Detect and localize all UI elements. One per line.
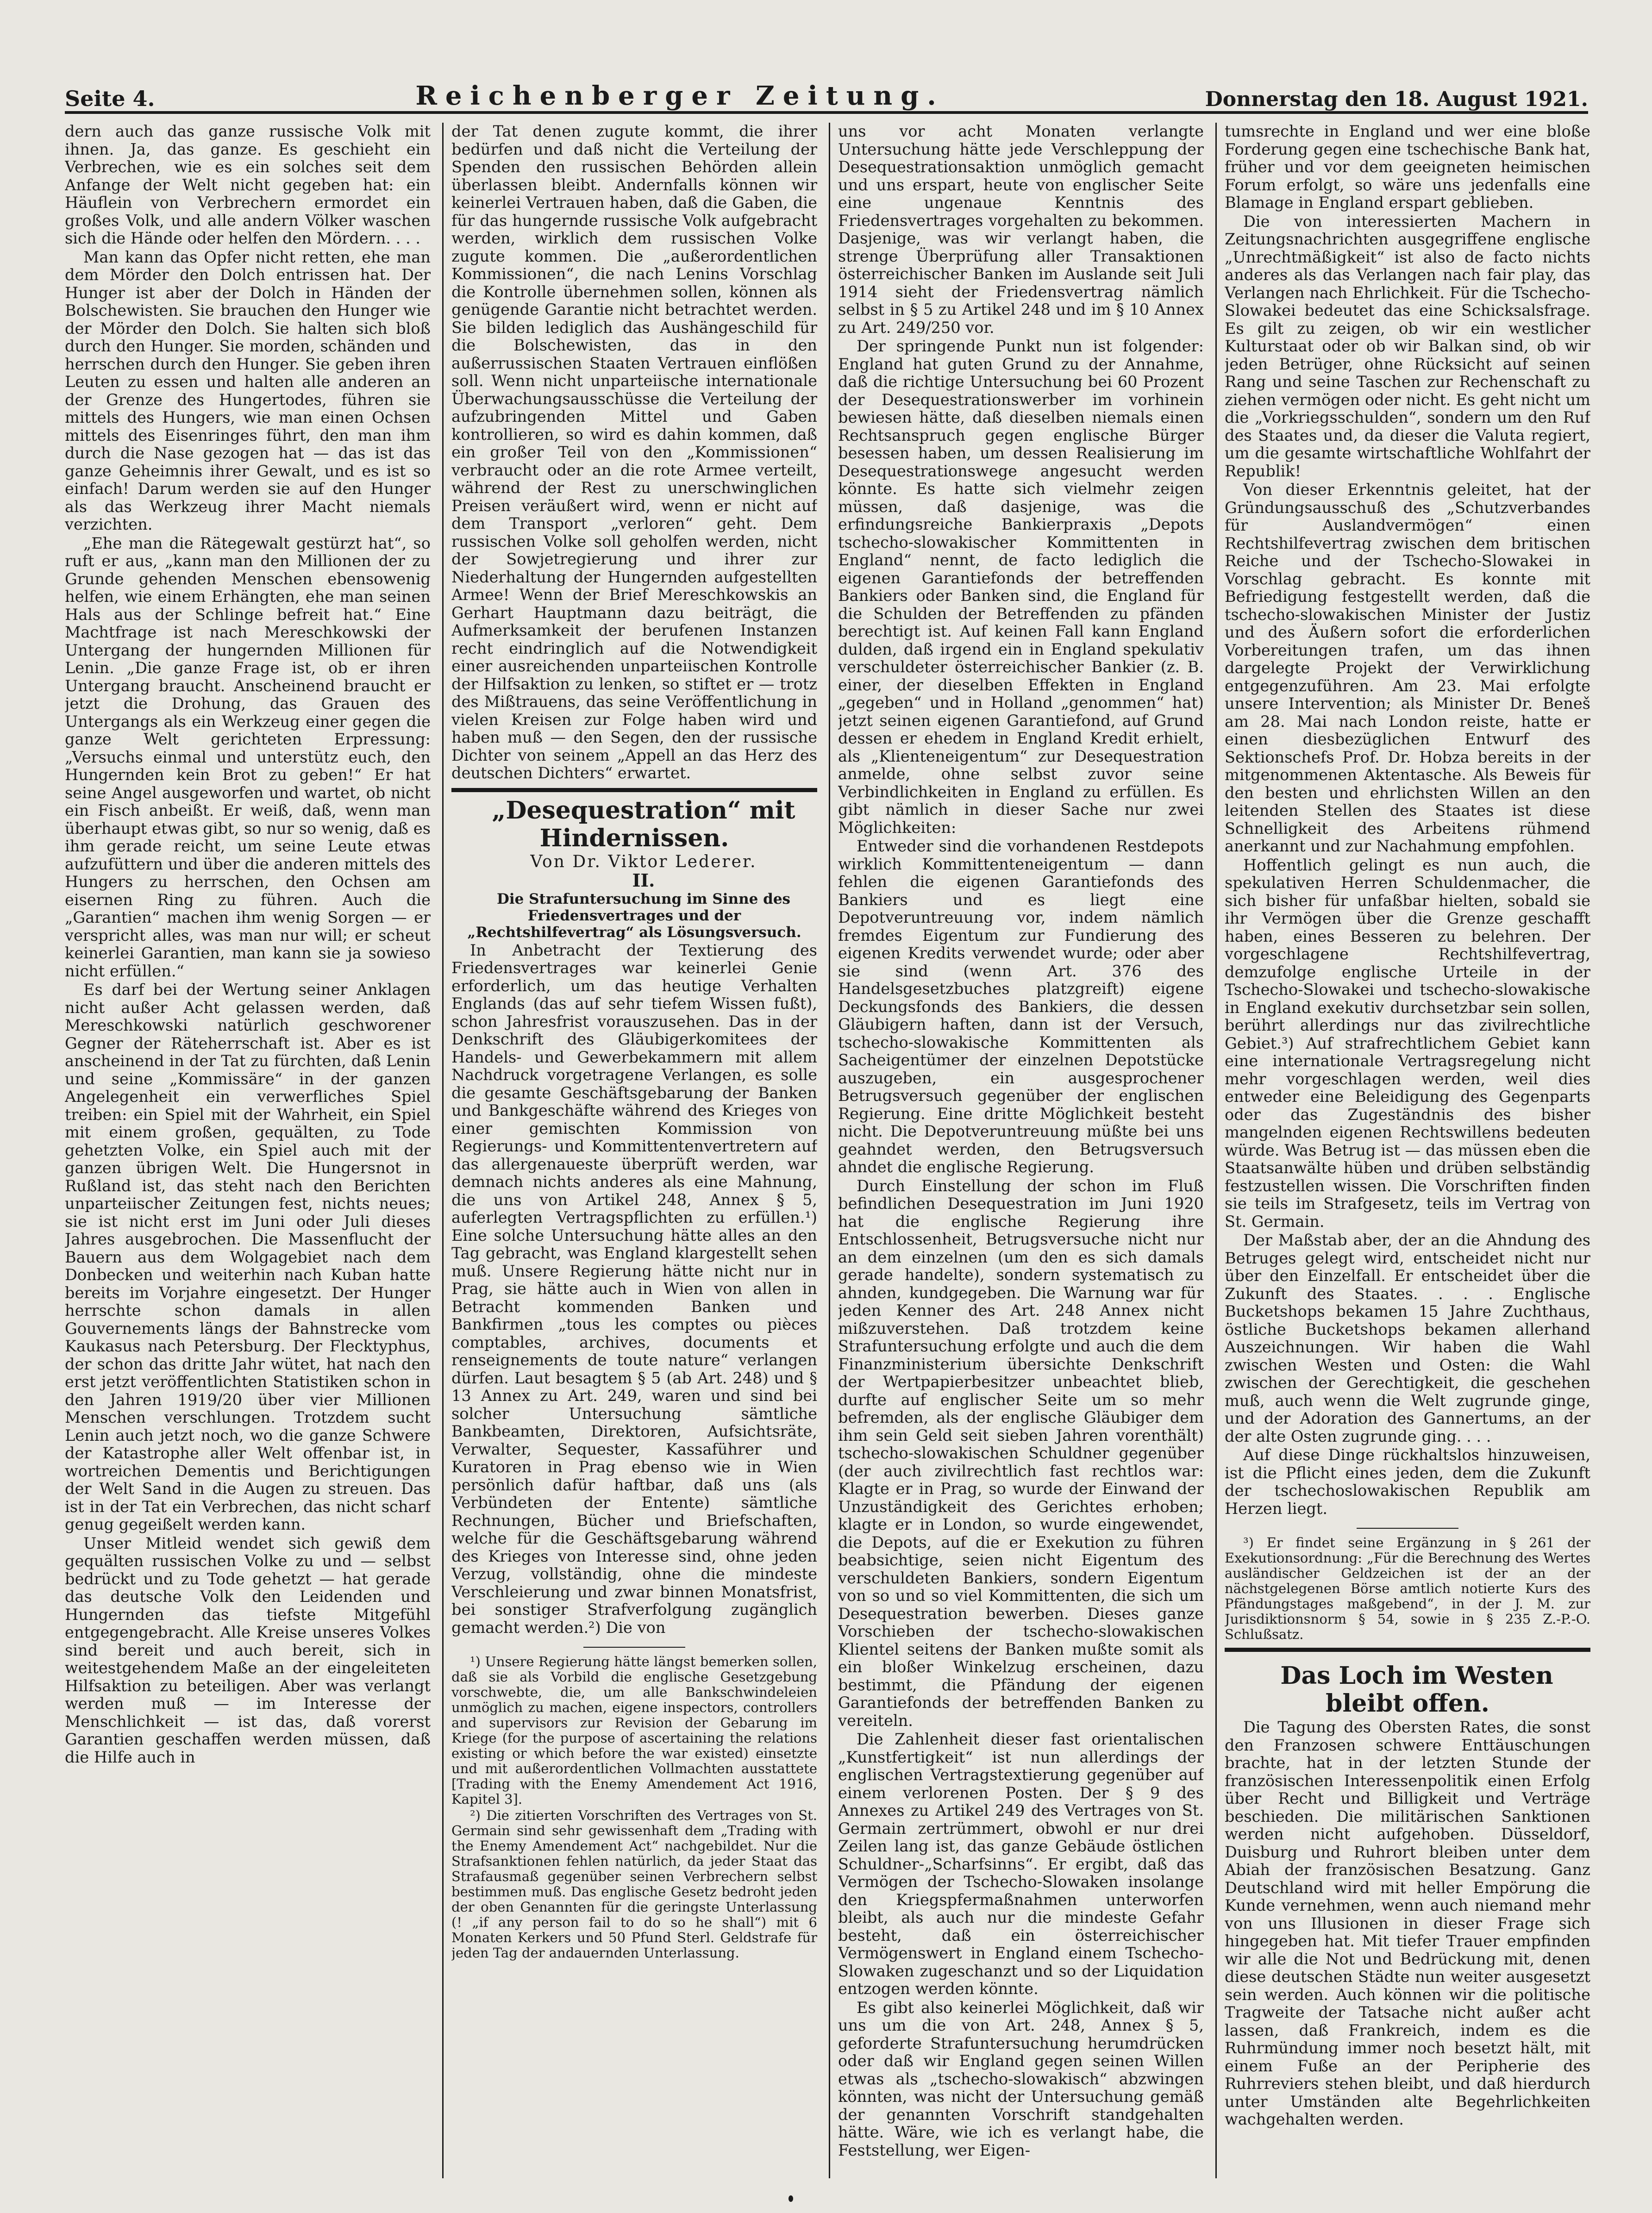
column-rule [442,123,444,2178]
article-divider [1225,1650,1590,1652]
article-divider [451,791,817,792]
paragraph: „Ehe man die Rätegewalt gestürzt hat“, so ruft er aus, „kann man den Millionen der zu Grunde gehenden Menschen ebensowenig helfen, wie einem Erhängten, ehe man seinen Hals aus der Schlinge befreit hat.“ Eine Machtfrage ist nach Mereschkowski der Untergang der hungernden Millionen für Lenin. „Die ganze Frage ist, ob er ihren Untergang braucht. Anscheinend braucht er jetzt die Drohung, das Grauen des Untergangs als ein Werkzeug einer gegen die ganze Welt gerichteten Erpressung: „Versuchs einmal und unterstütz euch, den Hungernden kein Brot zu geben!“ Er hat seine Angel ausgeworfen und wartet, ob nicht ein Fisch anbeißt. Er weiß, daß, wenn man überhaupt etwas gibt, so nur so wenig, daß es ihm gerade reicht, um seine Leute etwas aufzufüttern und über die anderen mittels des Hungers zu herrschen, den Ochsen am eisernen Ring zu führen. Auch die „Garantien“ machen ihm wenig Sorgen — er verspricht alles, was man nur will; er scheut keinerlei Garantien, man kann sie ja sowieso nicht erfüllen.“ [65,534,431,980]
paragraph: Man kann das Opfer nicht retten, ehe man dem Mörder den Dolch entrissen hat. Der Hunger ist aber der Dolch in Händen der Bolschewisten. Sie brauchen den Hunger wie der Mörder den Dolch. Sie halten sich bloß durch den Hunger. Sie morden, schänden und herrschen durch den Hunger. Sie geben ihren Leuten zu essen und halten alle anderen an der Grenze des Hungertodes, führen sie mittels des Hungers, wie man einen Ochsen mittels des Eisenringes führt, den man ihm durch die Nase gezogen hat — das ist das ganze Geheimnis ihrer Gewalt, und es ist so einfach! Darum werden sie auf den Hunger als das Werkzeug ihrer Macht niemals verzichten. [65,248,431,533]
article-part-number: II. [632,870,655,891]
paragraph: Der springende Punkt nun ist folgender: England hat guten Grund zu der Annahme, daß die richtige Untersuchung bei 60 Prozent der Desequestrationswerber im vorhinein bewiesen hätte, daß dieselben niemals einen Rechtsanspruch gegen englische Bürger besessen haben, um dessen Realisierung im Desequestrationswege angesucht werden könnte. Es hatte sich vielmehr zeigen müssen, daß dasjenige, was die erfindungsreiche Bankierpraxis „Depots tschecho-slowakischer Kommittenten in England“ nennt, de facto lediglich die eigenen Garantiefonds der betreffenden Bankiers oder Banken sind, die England für die Schulden der Betreffenden zu pfänden berechtigt ist. Auf keinen Fall kann England dulden, daß irgend ein in England spekulativ verschuldeter österreichischer Bankier (z. B. einer, der dieselben Effekten in England „gegeben“ und in Holland „genommen“ hat) jetzt seinen eigenen Garantiefond, auf Grund dessen er ehedem in England Kredit erhielt, als „Klienteneigentum“ zur Desequestration anmelde, ohne selbst zuvor seine Verbindlichkeiten in England zu erfüllen. Es gibt nämlich in dieser Sache nur zwei Möglichkeiten: [838,337,1204,837]
footnote: ³) Er findet seine Ergänzung in § 261 der Exekutionsordnung: „Für die Berechnung des Wertes ausländischer Geldzeichen ist der an der nächstgelegenen Börse amtlich notierte Kurs des Pfändungstages maßgebend“, in der J. M. zur Jurisdiktionsnorm § 54, sowie in § 235 Z.-P.-O. Schlußsatz. [1225,1535,1590,1642]
paragraph: Auf diese Dinge rückhaltslos hinzuweisen, ist die Pflicht eines jeden, dem die Zukunft der tschechoslowakischen Republik am Herzen liegt. [1225,1446,1590,1518]
masthead [65,69,1588,114]
paragraph: Der Maßstab aber, der an die Ahndung des Betruges gelegt wird, entscheidet nicht nur über den Einzelfall. Er entscheidet über die Zukunft des Staates. . . . Englische Bucketshops bekamen 15 Jahre Zuchthaus, östliche Bucketshops bekamen allerhand Auszeichnungen. Wir haben die Wahl zwischen Westen und Osten: die Wahl zwischen der Gerechtigkeit, die geschehen muß, auch wenn die Welt zugrunde ginge, und der Adoration des Gannertums, an der der alte Osten zugrunde ging. . . . [1225,1231,1590,1445]
page-number: Seite 4. [65,86,155,111]
paragraph: dern auch das ganze russische Volk mit ihnen. Ja, das ganze. Es geschieht ein Verbrechen, wie es ein solches seit dem Anfange der Welt nicht gegeben hat: ein Häuflein von Verbrechern ermordet ein großes Volk, und alle andern Völker waschen sich die Hände oder helfen den Mördern. . . . [65,123,431,247]
column-2 [451,123,817,2178]
column-3 [838,123,1204,2178]
article-author: Von Dr. Viktor Lederer. [530,852,757,871]
issue-date: Donnerstag den 18. August 1921. [1205,88,1588,111]
paragraph: Es darf bei der Wertung seiner Anklagen nicht außer Acht gelassen werden, daß Mereschkowski natürlich geschworener Gegner der Räteherrschaft ist. Aber es ist anscheinend in der Tat zu fürchten, daß Lenin und seine „Kommissäre“ in der ganzen Angelegenheit ein verwerfliches Spiel treiben: ein Spiel mit der Wahrheit, ein Spiel mit einem großen, gequälten, zu Tode gehetzten Volke, ein Spiel auch mit der ganzen übrigen Welt. Die Hungersnot in Rußland ist, das steht nach den Berichten unparteiischer Zeitungen fest, nichts neues; sie ist nicht erst im Juni oder Juli dieses Jahres ausgebrochen. Die Massenflucht der Bauern aus dem Wolgagebiet nach dem Donbecken und weiterhin nach Kuban hatte bereits im Vorjahre eingesetzt. Der Hunger herrschte schon damals in allen Gouvernements längs der Bahnstrecke vom Kaukasus nach Petersburg. Der Flecktyphus, der schon das dritte Jahr wütet, hat nach den erst jetzt veröffentlichten Statistiken schon in den Jahren 1919/20 über vier Millionen Menschen verschlungen. Trotzdem sucht Lenin auch jetzt noch, wo die ganze Schwere der Katastrophe aller Welt offenbar ist, in wortreichen Dementis und Berichtigungen der Welt Sand in die Augen zu streuen. Das ist in der Tat ein Verbrechen, das nicht scharf genug gegeißelt werden kann. [65,981,431,1533]
ink-dot [788,2195,793,2202]
column-rule [829,123,830,2178]
article-subheading: Die Strafuntersuchung im Sinne des Friedensvertrages und der „Rechtshilfevertrag“ als Lösungsversuch. [467,890,801,941]
footnote-rule [1357,1528,1458,1529]
paragraph: Die von interessierten Machern in Zeitungsnachrichten ausgegriffene englische „Unrechtmäßigkeit“ ist also de facto nichts anderes als das Verlangen nach fair play, das Verlangen nach Ehrlichkeit. Für die Tschecho-Slowakei bedeutet das eine Schicksalsfrage. Es gilt zu zeigen, ob wir ein westlicher Kulturstaat oder ob wir Balkan sind, ob wir jeden Betrüger, ohne Rücksicht auf seinen Rang und seine Taschen zur Rechenschaft zu ziehen vermögen oder nicht. Es geht nicht um die „Vorkriegsschulden“, sondern um den Ruf des Staates und, da dieser die Valuta regiert, um die gesamte wirtschaftliche Wohlfahrt der Republik! [1225,212,1590,480]
paragraph: Unser Mitleid wendet sich gewiß dem gequälten russischen Volke zu und — selbst bedrückt und zu Tode gehetzt — hat gerade das deutsche Volk den Leidenden und Hungernden das tiefste Mitgefühl entgegengebracht. Alle Kreise unseres Volkes sind bereit und auch bereit, sich in weitestgehendem Maße an der eingeleiteten Hilfsaktion zu beteiligen. Aber was verlangt werden muß — im Interesse der Menschlichkeit — ist das, daß vorerst Garantien geschaffen werden müssen, daß die Hilfe auch in [65,1534,431,1766]
paragraph: Entweder sind die vorhandenen Restdepots wirklich Kommittenteneigentum — dann fehlen die eigenen Garantiefonds des Bankiers und es liegt eine Depotveruntreuung vor, indem nämlich fremdes Eigentum zur Fundierung des eigenen Kredits verwendet wurde; oder aber sie sind (wenn Art. 376 des Handelsgesetzbuches platzgreift) eigene Deckungsfonds des Bankiers, die dessen Gläubigern haften, dann ist der Versuch, tschecho-slowakische Kommittenten als Sacheigentümer der einzelnen Depotstücke auszugeben, ein ausgesprochener Betrugsversuch gegenüber der englischen Regierung. Eine dritte Möglichkeit besteht nicht. Die Depotveruntreuung müßte bei uns geahndet werden, den Betrugsversuch ahndet die englische Regierung. [838,837,1204,1176]
paragraph: Die Tagung des Obersten Rates, die sonst den Franzosen schwere Enttäuschungen brachte, hat in der letzten Stunde der französischen Interessenpolitik einen Erfolg über Recht und Billigkeit und Verträge beschieden. Die militärischen Sanktionen werden nicht aufgehoben. Düsseldorf, Duisburg und Ruhrort bleiben unter dem Abiah der französischen Besatzung. Ganz Deutschland wird mit heller Empörung die Kunde vernehmen, wenn auch niemand mehr von uns Illusionen in dieser Frage sich hingegeben hat. Mit tiefer Trauer empfinden wir alle die Not und Bedrückung mit, denen diese deutschen Städte nun weiter ausgesetzt sein werden. Auch können wir die politische Tragweite der Tatsache nicht außer acht lassen, daß Frankreich, indem es die Ruhrmündung immer noch besetzt hält, mit einem Fuße an der Peripherie des Ruhrreviers stehen bleibt, und daß hierdurch unter Umständen alte Begehrlichkeiten wachgehalten werden. [1225,1718,1590,2128]
paragraph: der Tat denen zugute kommt, die ihrer bedürfen und daß nicht die Verteilung der Spenden den russischen Behörden allein überlassen bleibt. Andernfalls können wir keinerlei Vertrauen haben, daß die Gaben, die für das hungernde russische Volk aufgebracht werden, wirklich dem russischen Volke zugute kommen. Die „außerordentlichen Kommissionen“, die nach Lenins Vorschlag die Kontrolle übernehmen sollen, können als genügende Garantie nicht betrachtet werden. Sie bilden lediglich das Aushängeschild für die Bolschewisten, das in den außerrussischen Staaten Vertrauen einflößen soll. Wenn nicht unparteiische internationale Überwachungsausschüsse die Verteilung der aufzubringenden Mittel und Gaben kontrollieren, so wird es dahin kommen, daß ein großer Teil von den „Kommissionen“ verbraucht oder an die rote Armee verteilt, während der Rest zu unerschwinglichen Preisen veräußert wird, wenn er nicht auf dem Transport „verloren“ geht. Dem russischen Volke soll geholfen werden, nicht der Sowjetregierung und ihrer zur Niederhaltung der Hungernden aufgestellten Armee! Wenn der Brief Mereschkowskis an Gerhart Hauptmann dazu beiträgt, die Aufmerksamkeit der berufenen Instanzen recht eindringlich auf die Notwendigkeit einer ausreichenden unparteiischen Kontrolle der Hilfsaktion zu lenken, so stiftet er — trotz des Mißtrauens, das seine Veröffentlichung in vielen Kreisen zur Folge haben wird und haben muß — den Segen, den der russische Dichter von seinem „Appell an das Herz des deutschen Dichters“ erwartet. [451,123,817,782]
paragraph: Hoffentlich gelingt es nun auch, die spekulativen Herren Schuldenmacher, die sich bisher für unfaßbar hielten, sobald sie ihr Vermögen über die Grenze geschafft haben, eines Besseren zu belehren. Der vorgeschlagene Rechtshilfevertrag, demzufolge englische Urteile in der Tschecho-Slowakei und tschecho-slowakische in England exekutiv durchsetzbar sein sollen, berührt allerdings nur das zivilrechtliche Gebiet.³) Auf strafrechtlichem Gebiet kann eine internationale Vertragsregelung nicht mehr vorgeschlagen werden, weil dies entweder eine Beleidigung des Gegenparts oder das Zugeständnis des bisher mangelnden eigenen Rechtswillens bedeuten würde. Was Betrug ist — das müssen eben die Staatsanwälte hüben und drüben selbständig festzustellen wissen. Die Vorschriften finden sie teils im Strafgesetz, teils im Vertrag von St. Germain. [1225,856,1590,1231]
column-1 [65,123,431,2178]
paragraph: Es gibt also keinerlei Möglichkeit, daß wir uns um die von Art. 248, Annex § 5, geforderte Strafuntersuchung herumdrücken oder daß wir England gegen seinen Willen etwas als „tschecho-slowakisch“ abzwingen könnten, was nicht der Untersuchung gemäß der genannten Vorschrift standgehalten hätte. Wäre, wie ich es verlangt habe, die Feststellung, wer Eigen- [838,1998,1204,2159]
footnote: ¹) Unsere Regierung hätte längst bemerken sollen, daß sie als Vorbild die englische Gesetzgebung vorschwebte, die, um alle Bankschwindeleien unmöglich zu machen, eigene inspectors, controllers and supervisors zur Revision der Gebarung im Kriege (for the purpose of ascertaining the relations existing or which before the war existed) einsetzte und mit außerordentlichen Vollmachten ausstattete [Trading with the Enemy Amendement Act 1916, Kapitel 3]. [451,1654,817,1807]
newspaper-title: Reichenberger Zeitung. [415,81,945,111]
article-headline: „Desequestration“ mit Hindernissen. [492,796,795,852]
paragraph: tumsrechte in England und wer eine bloße Forderung gegen eine tschechische Bank hat, früher und vor dem geeigneten heimischen Forum erfolgt, so wäre uns jedenfalls eine Blamage in England erspart geblieben. [1225,123,1590,212]
paragraph: In Anbetracht der Textierung des Friedensvertrages war keinerlei Genie erforderlich, um das heutige Verhalten Englands (das auf sehr tiefem Wissen fußt), schon Jahresfrist vorauszusehen. Das in der Denkschrift des Gläubigerkomitees der Handels- und Gewerbekammern mit allem Nachdruck vorgetragene Verlangen, es solle die gesamte Geschäftsgebarung der Banken und Bankgeschäfte während des Krieges von einer gemischten Kommission von Regierungs- und Kommittentenvertretern auf das allergenaueste überprüft werden, war demnach nichts anderes als eine Mahnung, die uns von Artikel 248, Annex § 5, auferlegten Vertragspflichten zu erfüllen.¹) Eine solche Untersuchung hätte alles an den Tag gebracht, was England klargestellt sehen muß. Unsere Regierung hätte nicht nur in Prag, sie hätte auch in Wien von allen in Betracht kommenden Banken und Bankfirmen „tous les comptes ou pièces comptables, archives, documents et renseignements de toute nature“ verlangen dürfen. Laut besagtem § 5 (ab Art. 248) und § 13 Annex zu Art. 249, waren und sind bei solcher Untersuchung sämtliche Bankbeamten, Direktoren, Aufsichtsräte, Verwalter, Sequester, Kassaführer und Kuratoren in Prag ebenso wie in Wien persönlich dafür haftbar, daß uns (als Verbündeten der Entente) sämtliche Rechnungen, Bücher und Briefschaften, welche für die Geschäftsgebarung während des Krieges von Interesse sind, ohne jeden Verzug, vollständig, ohne die mindeste Verschleierung und zwar binnen Monatsfrist, bei sonstiger Strafverfolgung zugänglich gemacht werden.²) Die von [451,941,817,1637]
paragraph: Die Zahlenheit dieser fast orientalischen „Kunstfertigkeit“ ist nun allerdings der englischen Vertragstextierung gegenüber auf einem verlorenen Posten. Der § 9 des Annexes zu Artikel 249 des Vertrages von St. Germain zertrümmert, obwohl er nur drei Zeilen lang ist, das ganze Gebäude östlichen Schuldner-„Scharfsinns“. Er ergibt, daß das Vermögen der Tschecho-Slowaken insolange den Kriegspfermaßnahmen unterworfen bleibt, als auch nur die mindeste Gefahr besteht, daß ein österreichischer Vermögenswert in England einem Tschecho-Slowaken zugeschanzt und so der Liquidation entzogen werden könnte. [838,1730,1204,1998]
column-4 [1225,123,1590,2178]
article-headline: Das Loch im Westen bleibt offen. [1280,1662,1553,1718]
paragraph: Durch Einstellung der schon im Fluß befindlichen Desequestration im Juni 1920 hat die englische Regierung ihre Entschlossenheit, Betrugsversuche nicht nur an dem einzelnen (um den es sich damals gerade handelte), sondern systematisch zu ahnden, kundgegeben. Die Warnung war für jeden Kenner des Art. 248 Annex nicht mißzuverstehen. Daß trotzdem keine Strafuntersuchung erfolgte und auch die dem Finanzministerium übersichte Denkschrift der Wertpapierbesitzer unbeachtet blieb, durfte auf englischer Seite um so mehr befremden, als der englische Gläubiger dem ihm sein Geld seit sieben Jahren vorenthält) tschecho-slowakischen Schuldner gegenüber (der auch zivilrechtlich fast rechtlos war: Klagte er in Prag, so wurde der Einwand der Unzuständigkeit des Gerichtes erhoben; klagte er in London, so wurde eingewendet, die Depots, auf die er Exekution zu führen beabsichtige, seien nicht Eigentum des verschuldeten Bankiers, sondern Eigentum von so und so viel Kommittenten, die sich um Desequestration bewerben. Dieses ganze Vorschieben der tschecho-slowakischen Klientel seitens der Banken mußte somit als ein bloßer Winkelzug erscheinen, dazu bestimmt, die Pfändung der eigenen Garantiefonds der betreffenden Banken zu vereiteln. [838,1176,1204,1730]
paragraph: Von dieser Erkenntnis geleitet, hat der Gründungsausschuß des „Schutzverbandes für Auslandvermögen“ einen Rechtshilfevertrag zwischen dem britischen Reiche und der Tschecho-Slowakei in Vorschlag gebracht. Es konnte mit Befriedigung festgestellt werden, daß die tschecho-slowakischen Minister der Justiz und des Äußern sofort die erforderlichen Vorbereitungen trafen, um das ihnen dargelegte Projekt der Verwirklichung entgegenzuführen. Am 23. Mai erfolgte unsere Intervention; als Minister Dr. Beneš am 28. Mai nach London reiste, hatte er einen diesbezüglichen Entwurf des Sektionschefs Prof. Dr. Hobza bereits in der mitgenommenen Aktentasche. Als Beweis für den besten und ehrlichsten Willen an den leitenden Stellen des Staates ist diese Schnelligkeit des Arbeitens rühmend anerkannt und zur Nachahmung empfohlen. [1225,481,1590,855]
column-rule [1215,123,1217,2178]
footnote-rule [583,1647,685,1648]
footnote: ²) Die zitierten Vorschriften des Vertrages von St. Germain sind sehr gewissenhaft dem „Trading with the Enemy Amendement Act“ nachgebildet. Nur die Strafsanktionen fehlen natürlich, da jeder Staat das Strafausmaß gegenüber seinen Verbrechern selbst bestimmen muß. Das englische Gesetz bedroht jeden der oben Genannten für die geringste Unterlassung (! „if any person fail to do so he shall“) mit 6 Monaten Kerkers und 50 Pfund Sterl. Geldstrafe für jeden Tag der andauernden Unterlassung. [451,1807,817,1961]
paragraph: uns vor acht Monaten verlangte Untersuchung hätte jede Verschleppung der Desequestrationsaktion unmöglich gemacht und uns erspart, heute von englischer Seite eine ungenaue Kenntnis des Friedensvertrages vorgehalten zu bekommen. Dasjenige, was wir verlangt haben, die strenge Überprüfung aller Transaktionen österreichischer Banken im Auslande seit Juli 1914 sieht der Friedensvertrag nämlich selbst in § 5 zu Artikel 248 und im § 10 Annex zu Art. 249/250 vor. [838,123,1204,337]
